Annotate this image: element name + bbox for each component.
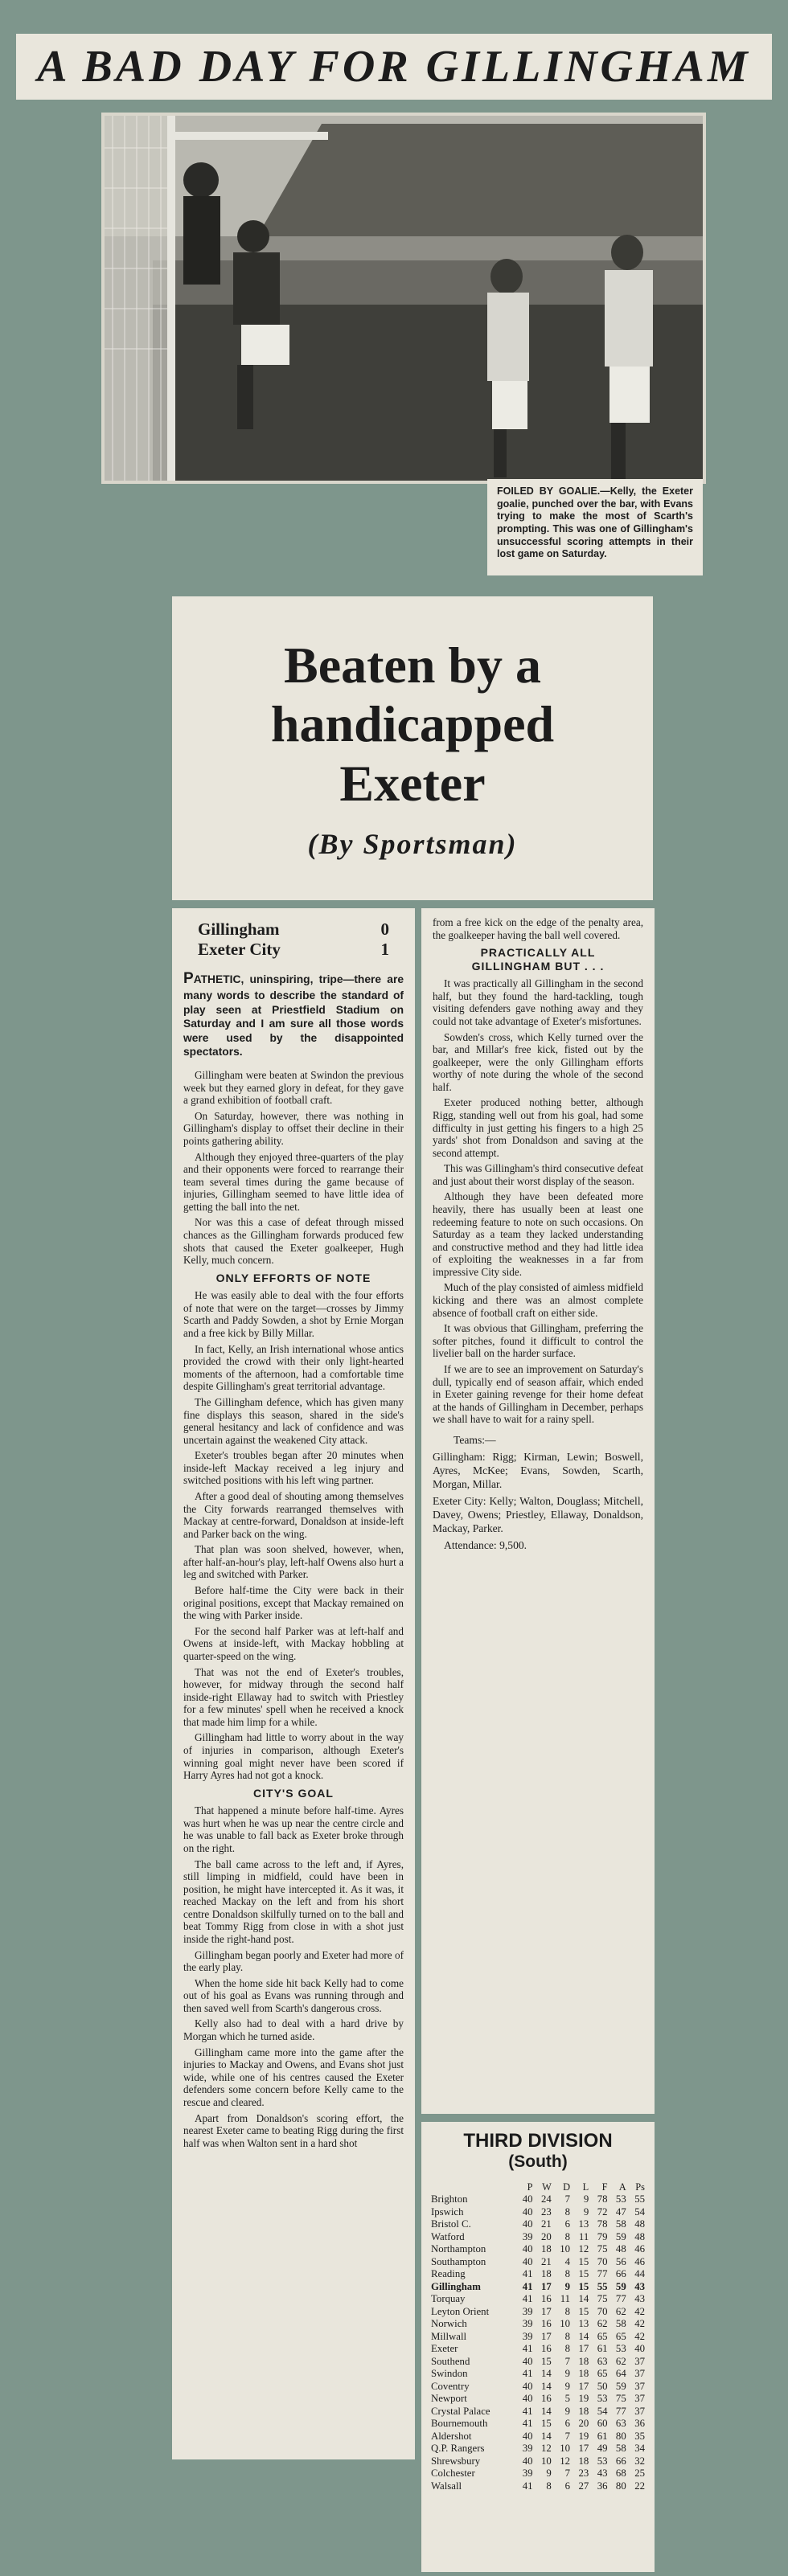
stat-cell: 13 [578, 2318, 589, 2329]
stat-cell: 8 [564, 2230, 571, 2242]
away-team: Exeter City [198, 939, 281, 959]
stat-cell: 7 [564, 2355, 571, 2367]
article-paragraph: It was practically all Gillingham in the second half, but they found the hard-tackling, tough visiting defenders gave nothing away and they could not take advantage of Exeter's misfortunes. [433, 977, 643, 1027]
stat-cell: 7 [564, 2430, 571, 2442]
stat-cell: 17 [578, 2443, 589, 2454]
stat-cell: 13 [578, 2218, 589, 2230]
article-column-2 [421, 908, 655, 2114]
stat-cell: 8 [564, 2343, 571, 2354]
stat-cell: 23 [578, 2467, 589, 2479]
col1-section-3 [183, 1804, 404, 2149]
league-table-body [429, 2193, 646, 2492]
stat-cell: 15 [578, 2305, 589, 2317]
stat-cell: 15 [578, 2268, 589, 2279]
article-paragraph: That plan was soon shelved, however, when, after half-an-hour's play, left-half Owens also hurt a leg and switched with Parker. [183, 1543, 404, 1581]
stat-cell: 17 [578, 2343, 589, 2354]
table-row [429, 2343, 646, 2356]
article-paragraph: This was Gillingham's third consecutive defeat and just about their worst display of the season. [433, 1162, 643, 1187]
team-name-cell: Shrewsbury [431, 2455, 481, 2467]
stat-cell: 63 [597, 2355, 608, 2367]
article-paragraph: If we are to see an improvement on Saturday's dull, typically end of season affair, which ended in Exeter gaining revenge for their home defeat at the hands of Gillingham in December, perhaps we shall have to wait for a rainy spell. [433, 1362, 643, 1426]
stat-cell: 22 [634, 2480, 645, 2492]
table-row [429, 2218, 646, 2231]
table-row [429, 2431, 646, 2443]
stat-cell: 50 [597, 2380, 608, 2392]
column-header-w: W [542, 2181, 552, 2193]
team-name-cell: Norwich [431, 2318, 467, 2329]
stat-cell: 12 [540, 2443, 552, 2454]
stat-cell: 41 [522, 2405, 533, 2417]
article-paragraph: When the home side hit back Kelly had to come out of his goal as Evans was running through and then saved well from Scarth's dangerous cross. [183, 1976, 404, 2014]
match-photo-illustration [105, 116, 703, 481]
stat-cell: 37 [634, 2355, 645, 2367]
stat-cell: 9 [583, 2193, 589, 2205]
headline-strip [16, 34, 772, 100]
col1-section-1 [183, 1069, 404, 1267]
col2-section-1 [433, 916, 643, 941]
article-paragraph: Kelly also had to deal with a hard drive by Morgan which he turned aside. [183, 2017, 404, 2043]
headline: A BAD DAY FOR GILLINGHAM [37, 42, 751, 92]
team-name-cell: Crystal Palace [431, 2405, 490, 2417]
article-paragraph: Exeter's troubles began after 20 minutes when inside-left Mackay received a leg injury and switched positions with his left wing partner. [183, 1449, 404, 1487]
stat-cell: 39 [522, 2330, 533, 2342]
stat-cell: 53 [597, 2393, 608, 2404]
stat-cell: 20 [578, 2418, 589, 2429]
home-score-row [183, 919, 404, 940]
stat-cell: 75 [597, 2293, 608, 2304]
table-row [429, 2256, 646, 2269]
table-row [429, 2368, 646, 2381]
league-title: THIRD DIVISION [463, 2130, 613, 2152]
table-row [429, 2381, 646, 2394]
stat-cell: 35 [634, 2430, 645, 2442]
photo-caption [487, 479, 703, 575]
subheading-practically-all-a: PRACTICALLY ALL [480, 946, 596, 960]
stat-cell: 18 [578, 2368, 589, 2379]
stat-cell: 14 [540, 2430, 552, 2442]
stat-cell: 18 [540, 2268, 552, 2279]
teams-block [433, 1434, 643, 1553]
stat-cell: 66 [615, 2268, 626, 2279]
stat-cell: 39 [522, 2467, 533, 2479]
team-name-cell: Walsall [431, 2480, 462, 2492]
column-header-d: D [563, 2181, 571, 2193]
teams-away: Exeter City: Kelly; Walton, Douglass; Mitchell, Davey, Owens; Priestley, Ellaway, Donaldson, Mackay, Parker. [433, 1494, 643, 1534]
stat-cell: 46 [634, 2243, 645, 2255]
team-name-cell: Southend [431, 2355, 470, 2367]
stat-cell: 39 [522, 2318, 533, 2329]
stat-cell: 42 [634, 2305, 645, 2317]
stat-cell: 14 [578, 2293, 589, 2304]
team-name-cell: Ipswich [431, 2205, 464, 2218]
stat-cell: 34 [634, 2443, 645, 2454]
article-column-1 [172, 908, 415, 2459]
stat-cell: 37 [634, 2405, 645, 2417]
article-paragraph: In fact, Kelly, an Irish international whose antics provided the crowd with their only light-hearted moments of the afternoon, had a comfortable time despite Gillingham's great territorial advantage. [183, 1342, 404, 1393]
table-row [429, 2356, 646, 2369]
stat-cell: 8 [564, 2305, 571, 2317]
stat-cell: 59 [615, 2280, 626, 2292]
stat-cell: 8 [564, 2330, 571, 2342]
table-row [429, 2443, 646, 2455]
stat-cell: 39 [522, 2443, 533, 2454]
stat-cell: 39 [522, 2230, 533, 2242]
stat-cell: 47 [615, 2205, 626, 2218]
stat-cell: 6 [564, 2218, 571, 2230]
team-name-cell: Aldershot [431, 2430, 472, 2442]
stat-cell: 40 [634, 2343, 645, 2354]
stat-cell: 70 [597, 2305, 608, 2317]
stat-cell: 7 [564, 2467, 571, 2479]
team-name-cell: Coventry [431, 2380, 470, 2392]
stat-cell: 60 [597, 2418, 608, 2429]
stat-cell: 41 [522, 2280, 533, 2292]
stat-cell: 27 [578, 2480, 589, 2492]
table-row [429, 2281, 646, 2294]
stat-cell: 15 [540, 2418, 552, 2429]
article-paragraph: Gillingham began poorly and Exeter had more of the early play. [183, 1948, 404, 1974]
stat-cell: 18 [578, 2455, 589, 2467]
article-title-line-2: handicapped [270, 695, 555, 753]
stat-cell: 6 [564, 2480, 571, 2492]
league-table-clipping [421, 2122, 655, 2572]
home-team: Gillingham [198, 919, 280, 939]
intro-paragraph [183, 969, 404, 1060]
stat-cell: 46 [634, 2255, 645, 2267]
team-name-cell: Millwall [431, 2330, 467, 2342]
table-row [429, 2467, 646, 2480]
stat-cell: 54 [634, 2205, 645, 2218]
stat-cell: 65 [597, 2368, 608, 2379]
stat-cell: 48 [615, 2243, 626, 2255]
stat-cell: 11 [578, 2230, 589, 2242]
stat-cell: 17 [540, 2280, 552, 2292]
column-header-p: P [527, 2181, 533, 2193]
stat-cell: 32 [634, 2455, 645, 2467]
stat-cell: 44 [634, 2268, 645, 2279]
stat-cell: 43 [634, 2293, 645, 2304]
article-paragraph: Apart from Donaldson's scoring effort, the nearest Exeter came to beating Rigg during the first half was when Walton sent in a hard shot [183, 2111, 404, 2149]
stat-cell: 9 [564, 2280, 571, 2292]
article-title-line-3: Exeter [339, 754, 486, 812]
column-header-team [429, 2181, 515, 2193]
stat-cell: 80 [615, 2480, 626, 2492]
article-paragraph: That happened a minute before half-time. Ayres was hurt when he was up near the centre circle and he was unable to fall back as Exeter broke through on the right. [183, 1804, 404, 1854]
stat-cell: 40 [522, 2380, 533, 2392]
stat-cell: 70 [597, 2255, 608, 2267]
table-row [429, 2331, 646, 2344]
stat-cell: 68 [615, 2467, 626, 2479]
table-row [429, 2455, 646, 2468]
stat-cell: 78 [597, 2193, 608, 2205]
stat-cell: 53 [597, 2455, 608, 2467]
team-name-cell: Colchester [431, 2467, 475, 2479]
stat-cell: 36 [634, 2418, 645, 2429]
stat-cell: 8 [564, 2205, 571, 2218]
stat-cell: 16 [540, 2293, 552, 2304]
article-title-block [172, 596, 653, 900]
stat-cell: 61 [597, 2343, 608, 2354]
stat-cell: 80 [615, 2430, 626, 2442]
stat-cell: 39 [522, 2305, 533, 2317]
stat-cell: 10 [560, 2443, 571, 2454]
stat-cell: 61 [597, 2430, 608, 2442]
stat-cell: 7 [564, 2193, 571, 2205]
stat-cell: 9 [564, 2368, 571, 2379]
team-name-cell: Torquay [431, 2293, 466, 2304]
stat-cell: 37 [634, 2380, 645, 2392]
stat-cell: 19 [578, 2393, 589, 2404]
stat-cell: 42 [634, 2330, 645, 2342]
article-paragraph: The ball came across to the left and, if Ayres, still limping in midfield, could have been in position, he might have intercepted it. As it was, it reached Mackay on the left and from his short centre Donaldson skilfully turned on to the ball and beat Tommy Rigg from close in with a shot just inside the right-hand post. [183, 1857, 404, 1945]
stat-cell: 5 [564, 2393, 571, 2404]
table-row [429, 2406, 646, 2418]
stat-cell: 10 [540, 2455, 552, 2467]
stat-cell: 36 [597, 2480, 608, 2492]
article-paragraph: Before half-time the City were back in their original positions, except that Mackay remained on the wing with Parker inside. [183, 1584, 404, 1622]
stat-cell: 55 [634, 2193, 645, 2205]
table-row [429, 2480, 646, 2493]
league-subtitle: (South) [508, 2152, 568, 2171]
article-paragraph: It was obvious that Gillingham, preferring the softer pitches, found it difficult to control the livelier ball on the harder surface. [433, 1322, 643, 1360]
caption-lead: FOILED BY GOALIE. [497, 485, 601, 497]
stat-cell: 37 [634, 2393, 645, 2404]
table-row [429, 2268, 646, 2281]
match-photo [101, 113, 706, 484]
stat-cell: 78 [597, 2218, 608, 2230]
stat-cell: 41 [522, 2368, 533, 2379]
stat-cell: 23 [540, 2205, 552, 2218]
table-row [429, 2418, 646, 2431]
stat-cell: 72 [597, 2205, 608, 2218]
subheading-citys-goal: CITY'S GOAL [253, 1786, 334, 1800]
stat-cell: 77 [615, 2405, 626, 2417]
stat-cell: 21 [540, 2218, 552, 2230]
subheading-only-efforts: ONLY EFFORTS OF NOTE [215, 1271, 371, 1284]
stat-cell: 48 [634, 2218, 645, 2230]
stat-cell: 8 [564, 2268, 571, 2279]
team-name-cell: Q.P. Rangers [431, 2443, 485, 2454]
stat-cell: 16 [540, 2318, 552, 2329]
intro-dropcap: P [183, 969, 194, 987]
stat-cell: 25 [634, 2467, 645, 2479]
stat-cell: 56 [615, 2255, 626, 2267]
table-row [429, 2193, 646, 2206]
stat-cell: 20 [540, 2230, 552, 2242]
stat-cell: 42 [634, 2318, 645, 2329]
stat-cell: 54 [597, 2405, 608, 2417]
stat-cell: 53 [615, 2343, 626, 2354]
article-paragraph: Although they enjoyed three-quarters of the play and their opponents were forced to rearrange their team several times during the game because of injuries, Gillingham seemed to have little idea of getting the ball into the net. [183, 1150, 404, 1213]
stat-cell: 16 [540, 2393, 552, 2404]
stat-cell: 14 [540, 2380, 552, 2392]
column-header-a: A [618, 2181, 626, 2193]
team-name-cell: Leyton Orient [431, 2305, 490, 2317]
stat-cell: 49 [597, 2443, 608, 2454]
stat-cell: 17 [578, 2380, 589, 2392]
stat-cell: 58 [615, 2318, 626, 2329]
stat-cell: 65 [615, 2330, 626, 2342]
stat-cell: 62 [615, 2355, 626, 2367]
column-header-f: F [601, 2181, 608, 2193]
team-name-cell: Reading [431, 2268, 466, 2279]
article-paragraph: Nor was this a case of defeat through missed chances as the Gillingham forwards produced few shots that caused the Exeter goalkeeper, Hugh Kelly, much concern. [183, 1216, 404, 1267]
stat-cell: 66 [615, 2455, 626, 2467]
stat-cell: 40 [522, 2255, 533, 2267]
stat-cell: 24 [540, 2193, 552, 2205]
stat-cell: 75 [615, 2393, 626, 2404]
stat-cell: 75 [597, 2243, 608, 2255]
article-paragraph: Much of the play consisted of aimless midfield kicking and there was an almost complete absence of football craft on either side. [433, 1281, 643, 1319]
article-paragraph: Gillingham had little to worry about in the way of injuries in comparison, although Exeter's winning goal might never have been scored if Harry Ayres had not got a knock. [183, 1731, 404, 1782]
stat-cell: 40 [522, 2193, 533, 2205]
away-score-row [183, 940, 404, 960]
intro-text: ATHETIC, uninspiring, tripe—there are many words to describe the standard of play seen at Priestfield Stadium on Saturday and I am sure all those words were used by the disappointed spectators. [183, 973, 404, 1059]
article-paragraph: On Saturday, however, there was nothing in Gillingham's display to offset their decline in their points gathering ability. [183, 1109, 404, 1148]
stat-cell: 40 [522, 2205, 533, 2218]
stat-cell: 19 [578, 2430, 589, 2442]
article-paragraph: For the second half Parker was at left-half and Owens at inside-left, with Mackay hobbling at quarter-speed on the wing. [183, 1624, 404, 1662]
stat-cell: 12 [578, 2243, 589, 2255]
column-header-ps: Ps [635, 2181, 645, 2193]
stat-cell: 79 [597, 2230, 608, 2242]
table-row [429, 2306, 646, 2319]
stat-cell: 41 [522, 2293, 533, 2304]
byline: (By Sportsman) [307, 828, 518, 861]
stat-cell: 43 [634, 2280, 645, 2292]
stat-cell: 17 [540, 2330, 552, 2342]
stat-cell: 9 [564, 2380, 571, 2392]
stat-cell: 48 [634, 2230, 645, 2242]
stat-cell: 9 [583, 2205, 589, 2218]
stat-cell: 18 [578, 2355, 589, 2367]
table-row [429, 2393, 646, 2406]
stat-cell: 58 [615, 2218, 626, 2230]
article-paragraph: Although they have been defeated more heavily, there has usually been at least one redeeming feature to note on such occasions. On Saturday as a team they lacked understanding and constructive method and they had little idea of exploiting the weaknesses in a far from impressive City side. [433, 1190, 643, 1278]
team-name-cell: Newport [431, 2393, 467, 2404]
stat-cell: 18 [540, 2243, 552, 2255]
stat-cell: 64 [615, 2368, 626, 2379]
stat-cell: 18 [578, 2405, 589, 2417]
stat-cell: 14 [540, 2405, 552, 2417]
stat-cell: 40 [522, 2393, 533, 2404]
stat-cell: 53 [615, 2193, 626, 2205]
score-block [183, 919, 404, 960]
team-name-cell: Brighton [431, 2193, 468, 2205]
home-score: 0 [380, 919, 389, 939]
stat-cell: 63 [615, 2418, 626, 2429]
stat-cell: 4 [564, 2255, 571, 2267]
team-name-cell: Southampton [431, 2255, 486, 2267]
teams-home: Gillingham: Rigg; Kirman, Lewin; Boswell, Ayres, McKee; Evans, Sowden, Scarth, Morgan, Millar. [433, 1450, 643, 1490]
stat-cell: 6 [564, 2418, 571, 2429]
stat-cell: 15 [578, 2280, 589, 2292]
teams-label: Teams:— [454, 1433, 496, 1446]
team-name-cell: Bristol C. [431, 2218, 471, 2230]
league-table [429, 2181, 646, 2492]
table-row [429, 2243, 646, 2256]
col2-section-2 [433, 977, 643, 1426]
stat-cell: 62 [615, 2305, 626, 2317]
stat-cell: 41 [522, 2268, 533, 2279]
stat-cell: 58 [615, 2443, 626, 2454]
stat-cell: 16 [540, 2343, 552, 2354]
stat-cell: 41 [522, 2418, 533, 2429]
caption-text: —Kelly, the Exeter goalie, punched over the bar, with Evans trying to make the most of Scarth's prompting. This was one of Gillingham's unsuccessful scoring attempts in their lost game on Saturday. [497, 485, 693, 560]
column-header-l: L [582, 2181, 589, 2193]
table-row [429, 2231, 646, 2244]
table-row [429, 2206, 646, 2219]
team-name-cell: Swindon [431, 2368, 468, 2379]
col1-section-2 [183, 1289, 404, 1781]
away-score: 1 [380, 939, 389, 959]
stat-cell: 65 [597, 2330, 608, 2342]
article-paragraph: Gillingham came more into the game after the injuries to Mackay and Owens, and Evans shot just wide, while one of his centres caused the Exeter defenders some concern before Kelly came to the rescue and cleared. [183, 2046, 404, 2108]
stat-cell: 10 [560, 2243, 571, 2255]
stat-cell: 12 [560, 2455, 571, 2467]
stat-cell: 40 [522, 2430, 533, 2442]
stat-cell: 40 [522, 2455, 533, 2467]
article-paragraph: That was not the end of Exeter's troubles, however, for midway through the second half inside-right Ellaway had to switch with Priestley for a few minutes' spell when he received a knock that made him limp for a while. [183, 1665, 404, 1728]
team-name-cell: Watford [431, 2230, 465, 2242]
table-row [429, 2318, 646, 2331]
stat-cell: 40 [522, 2218, 533, 2230]
stat-cell: 40 [522, 2355, 533, 2367]
article-paragraph: He was easily able to deal with the four efforts of note that were on the target—crosses by Jimmy Scarth and Paddy Sowden, a shot by Ernie Morgan and a free kick by Billy Millar. [183, 1289, 404, 1340]
stat-cell: 15 [540, 2355, 552, 2367]
stat-cell: 55 [597, 2280, 608, 2292]
article-paragraph: Sowden's cross, which Kelly turned over the bar, and Millar's free kick, fisted out by the goalkeeper, were the only Gillingham efforts worthy of note during the whole of the second half. [433, 1030, 643, 1093]
stat-cell: 77 [615, 2293, 626, 2304]
team-name-cell: Northampton [431, 2243, 486, 2255]
stat-cell: 11 [560, 2293, 571, 2304]
attendance: Attendance: 9,500. [444, 1538, 527, 1551]
stat-cell: 62 [597, 2318, 608, 2329]
stat-cell: 10 [560, 2318, 571, 2329]
article-paragraph: from a free kick on the edge of the penalty area, the goalkeeper having the ball well covered. [433, 916, 643, 941]
stat-cell: 77 [597, 2268, 608, 2279]
article-paragraph: Exeter produced nothing better, although Rigg, standing well out from his goal, had some difficulty in just getting his fingers to a high 25 yards' shot from Donaldson and saving at the second attempt. [433, 1096, 643, 1159]
stat-cell: 9 [546, 2467, 552, 2479]
league-table-header [429, 2181, 646, 2193]
stat-cell: 17 [540, 2305, 552, 2317]
article-paragraph: Gillingham were beaten at Swindon the previous week but they earned glory in defeat, for they gave a grand exhibition of football craft. [183, 1069, 404, 1107]
stat-cell: 40 [522, 2243, 533, 2255]
stat-cell: 59 [615, 2380, 626, 2392]
stat-cell: 21 [540, 2255, 552, 2267]
stat-cell: 43 [597, 2467, 608, 2479]
team-name-cell: Gillingham [431, 2280, 481, 2292]
stat-cell: 9 [564, 2405, 571, 2417]
stat-cell: 59 [615, 2230, 626, 2242]
stat-cell: 15 [578, 2255, 589, 2267]
stat-cell: 37 [634, 2368, 645, 2379]
stat-cell: 14 [578, 2330, 589, 2342]
article-title-line-1: Beaten by a [284, 636, 541, 694]
stat-cell: 8 [546, 2480, 552, 2492]
article-paragraph: The Gillingham defence, which has given many fine displays this season, shared in the side's general hesitancy and lack of confidence and was uncertain against the weakened City attack. [183, 1395, 404, 1446]
article-paragraph: After a good deal of shouting among themselves the City forwards rearranged themselves with Mackay at centre-forward, Donaldson at inside-left and Parker back on the wing. [183, 1489, 404, 1540]
team-name-cell: Exeter [431, 2343, 458, 2354]
table-row [429, 2293, 646, 2306]
stat-cell: 41 [522, 2343, 533, 2354]
stat-cell: 14 [540, 2368, 552, 2379]
subheading-practically-all-b: GILLINGHAM BUT . . . [471, 959, 605, 973]
team-name-cell: Bournemouth [431, 2418, 488, 2429]
stat-cell: 41 [522, 2480, 533, 2492]
